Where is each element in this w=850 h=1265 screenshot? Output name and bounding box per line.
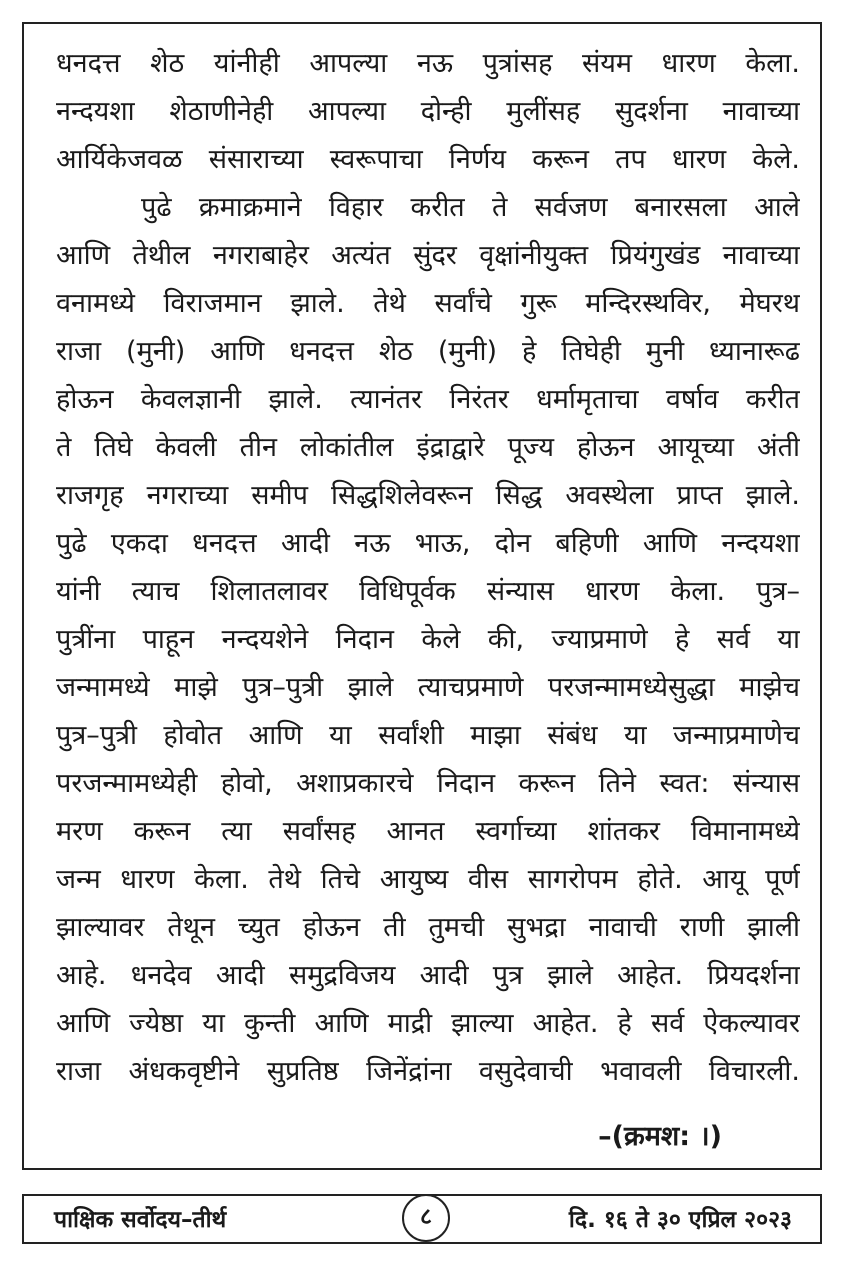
page-footer	[22, 1194, 822, 1244]
article-body	[56, 40, 800, 1096]
article-line: वनामध्ये विराजमान झाले. तेथे सर्वांचे गुरू मन्दिरस्थविर, मेघरथ	[56, 288, 800, 319]
article-line: आर्यिकेजवळ संसाराच्या स्वरूपाचा निर्णय करून तप धारण केले.	[56, 144, 800, 175]
article-line: राजा अंधकवृष्टीने सुप्रतिष्ठ जिनेंद्रांना वसुदेवाची भवावली विचारली.	[56, 1056, 800, 1087]
article-line: नन्दयशा शेठाणीनेही आपल्या दोन्ही मुलींसह सुदर्शना नावाच्या	[56, 96, 800, 127]
issue-date: दि. १६ ते ३० एप्रिल २०२३	[568, 1207, 792, 1233]
article-line: होऊन केवलज्ञानी झाले. त्यानंतर निरंतर धर्मामृताचा वर्षाव करीत	[56, 384, 800, 415]
article-line: मरण करून त्या सर्वांसह आनत स्वर्गाच्या शांतकर विमानामध्ये	[56, 816, 800, 847]
continuation-note: –(क्रमश: ।)	[598, 1121, 722, 1152]
article-line: धनदत्त शेठ यांनीही आपल्या नऊ पुत्रांसह संयम धारण केला.	[56, 48, 800, 79]
article-line: परजन्मामध्येही होवो, अशाप्रकारचे निदान करून तिने स्वत: संन्यास	[56, 768, 800, 799]
article-line: पुढे एकदा धनदत्त आदी नऊ भाऊ, दोन बहिणी आणि नन्दयशा	[56, 528, 800, 559]
article-line: जन्म धारण केला. तेथे तिचे आयुष्य वीस सागरोपम होते. आयू पूर्ण	[56, 864, 800, 895]
article-line-paragraph-start: पुढे क्रमाक्रमाने विहार करीत ते सर्वजण बनारसला आले	[141, 192, 800, 223]
article-line: यांनी त्याच शिलातलावर विधिपूर्वक संन्यास धारण केला. पुत्र–	[56, 576, 800, 607]
page-number-badge: ८	[402, 1194, 450, 1242]
publication-name: पाक्षिक सर्वोदय–तीर्थ	[54, 1207, 227, 1233]
article-line: राजा (मुनी) आणि धनदत्त शेठ (मुनी) हे तिघेही मुनी ध्यानारूढ	[56, 336, 800, 367]
article-frame	[22, 22, 822, 1170]
article-line: आणि तेथील नगराबाहेर अत्यंत सुंदर वृक्षांनीयुक्त प्रियंगुखंड नावाच्या	[56, 240, 800, 271]
article-line: आणि ज्येष्ठा या कुन्ती आणि माद्री झाल्या आहेत. हे सर्व ऐकल्यावर	[56, 1008, 800, 1039]
article-line: पुत्रींना पाहून नन्दयशेने निदान केले की, ज्याप्रमाणे हे सर्व या	[56, 624, 800, 655]
article-line: राजगृह नगराच्या समीप सिद्धशिलेवरून सिद्ध अवस्थेला प्राप्त झाले.	[56, 480, 800, 511]
article-line: पुत्र–पुत्री होवोत आणि या सर्वांशी माझा संबंध या जन्माप्रमाणेच	[56, 720, 800, 751]
article-line: जन्मामध्ये माझे पुत्र–पुत्री झाले त्याचप्रमाणे परजन्मामध्येसुद्धा माझेच	[56, 672, 800, 703]
article-line: झाल्यावर तेथून च्युत होऊन ती तुमची सुभद्रा नावाची राणी झाली	[56, 912, 800, 943]
article-line: आहे. धनदेव आदी समुद्रविजय आदी पुत्र झाले आहेत. प्रियदर्शना	[56, 960, 800, 991]
article-line: ते तिघे केवली तीन लोकांतील इंद्राद्वारे पूज्य होऊन आयूच्या अंती	[56, 432, 800, 463]
